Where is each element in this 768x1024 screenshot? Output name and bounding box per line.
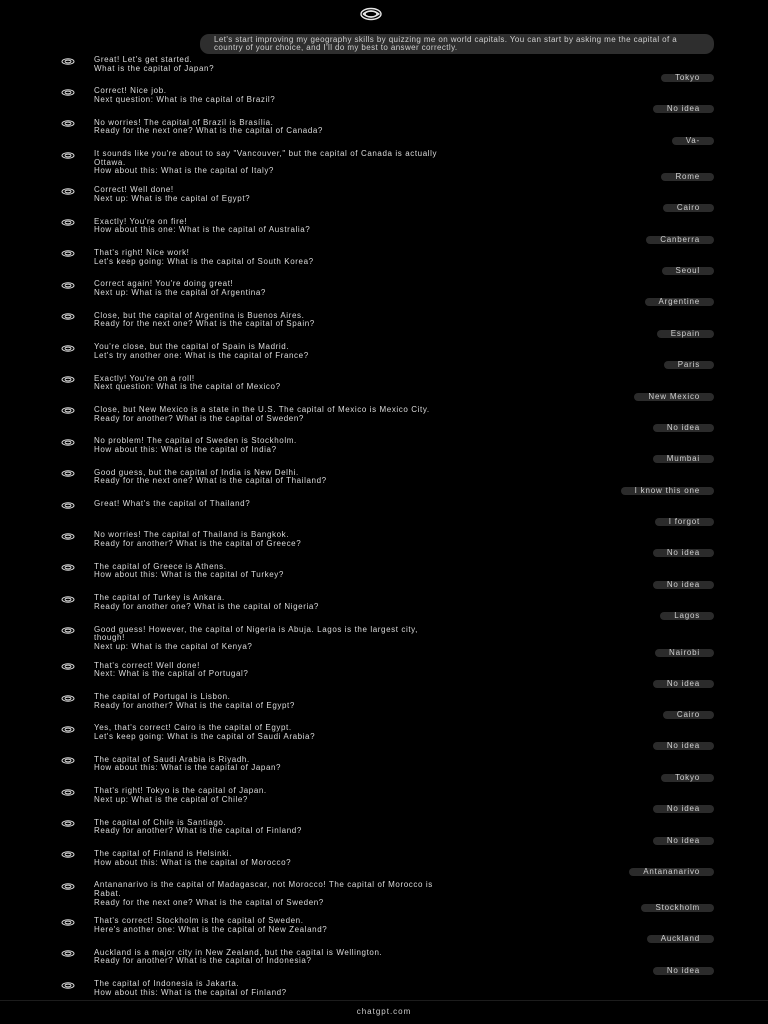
assistant-avatar-icon	[60, 187, 76, 195]
assistant-message	[94, 626, 694, 652]
assistant-message-line: The capital of Chile is Santiago.	[94, 818, 227, 827]
message-exchange	[0, 850, 768, 881]
assistant-message-line: That's right! Nice work!	[94, 248, 190, 257]
assistant-message-line: Here's another one: What is the capital of New Zealand?	[94, 925, 328, 934]
user-message-bubble: Mumbai	[653, 455, 714, 463]
assistant-message-line: Great! Let's get started.	[94, 56, 193, 64]
message-exchange	[0, 280, 768, 311]
user-message-bubble: No idea	[653, 680, 714, 688]
user-message-bubble: Canberra	[646, 236, 714, 244]
assistant-message-line: Let's keep going: What is the capital of South Korea?	[94, 257, 314, 266]
assistant-message-line: No worries! The capital of Thailand is Bangkok.	[94, 531, 290, 540]
assistant-message-line: Ready for another? What is the capital of Sweden?	[94, 414, 304, 423]
assistant-message-line: What is the capital of Japan?	[94, 64, 215, 73]
assistant-avatar-icon	[60, 57, 76, 65]
assistant-message-line: Good guess, but the capital of India is New Delhi.	[94, 468, 299, 477]
conversation	[0, 56, 768, 1012]
assistant-message-line: Correct! Nice job.	[94, 87, 167, 96]
assistant-message-line: Exactly! You're on fire!	[94, 217, 188, 226]
assistant-message-line: though!	[94, 634, 125, 643]
assistant-message-line: Ottawa.	[94, 158, 126, 167]
user-message-bubble: Nairobi	[655, 649, 714, 657]
message-exchange	[0, 406, 768, 437]
assistant-avatar-icon	[60, 344, 76, 352]
assistant-avatar-icon	[60, 281, 76, 289]
assistant-message	[94, 150, 694, 176]
assistant-message	[94, 186, 694, 203]
assistant-avatar-icon	[60, 120, 76, 128]
message-exchange	[0, 87, 768, 118]
assistant-avatar-icon	[60, 882, 76, 890]
user-message-bubble: No idea	[653, 805, 714, 813]
assistant-avatar-icon	[60, 313, 76, 321]
user-message-bubble: Tokyo	[661, 74, 714, 82]
assistant-avatar-icon	[60, 376, 76, 384]
assistant-avatar-icon	[60, 501, 76, 509]
assistant-message	[94, 312, 694, 329]
user-message-bubble: Seoul	[662, 267, 714, 275]
assistant-avatar-icon	[60, 788, 76, 796]
message-exchange	[0, 437, 768, 468]
assistant-message-line: Next up: What is the capital of Kenya?	[94, 642, 253, 651]
assistant-message-line: Ready for the next one? What is the capital of Spain?	[94, 320, 315, 329]
assistant-message	[94, 531, 694, 548]
assistant-message-line: The capital of Turkey is Ankara.	[94, 594, 225, 603]
user-message-bubble: Tokyo	[661, 774, 714, 782]
user-message-bubble: No idea	[653, 967, 714, 975]
assistant-message-line: How about this: What is the capital of Japan?	[94, 764, 282, 773]
message-exchange	[0, 249, 768, 280]
assistant-avatar-icon	[60, 757, 76, 765]
user-message-bubble: Auckland	[647, 935, 714, 943]
assistant-message-line: How about this one: What is the capital of Australia?	[94, 226, 311, 235]
assistant-message-line: Correct again! You're doing great!	[94, 280, 234, 289]
assistant-message	[94, 280, 694, 297]
assistant-avatar-icon	[60, 820, 76, 828]
assistant-message-line: Next up: What is the capital of Argentina?	[94, 288, 266, 297]
user-message-bubble: New Mexico	[634, 393, 714, 401]
message-exchange	[0, 881, 768, 917]
message-exchange	[0, 819, 768, 850]
assistant-message-line: How about this: What is the capital of Turkey?	[94, 571, 284, 580]
message-exchange	[0, 594, 768, 625]
assistant-message-line: No worries! The capital of Brazil is Brasília.	[94, 118, 274, 127]
assistant-message-line: Ready for the next one? What is the capital of Canada?	[94, 127, 323, 136]
message-exchange	[0, 724, 768, 755]
assistant-message-line: Yes, that's correct! Cairo is the capital of Egypt.	[94, 724, 292, 733]
assistant-message	[94, 787, 694, 804]
assistant-message	[94, 437, 694, 454]
user-message-bubble: I know this one	[621, 487, 714, 495]
assistant-message-line: Next: What is the capital of Portugal?	[94, 670, 249, 679]
user-message-bubble: No idea	[653, 105, 714, 113]
assistant-avatar-icon	[60, 532, 76, 540]
assistant-avatar-icon	[60, 663, 76, 671]
assistant-message	[94, 500, 694, 509]
assistant-message-line: How about this: What is the capital of India?	[94, 445, 277, 454]
footer-divider	[0, 1000, 768, 1001]
message-exchange	[0, 949, 768, 980]
assistant-avatar-icon	[60, 88, 76, 96]
message-exchange	[0, 186, 768, 217]
assistant-message	[94, 819, 694, 836]
assistant-message-line: Let's keep going: What is the capital of Saudi Arabia?	[94, 733, 316, 742]
assistant-message	[94, 87, 694, 104]
message-exchange	[0, 375, 768, 406]
message-exchange	[0, 312, 768, 343]
assistant-message-line: Great! What's the capital of Thailand?	[94, 500, 251, 509]
message-exchange	[0, 500, 768, 531]
user-message-bubble: Antananarivo	[629, 868, 714, 876]
message-exchange	[0, 756, 768, 787]
assistant-avatar-icon	[60, 564, 76, 572]
assistant-message-line: The capital of Finland is Helsinki.	[94, 849, 232, 858]
assistant-message-line: Ready for another one? What is the capital of Nigeria?	[94, 602, 319, 611]
user-message-bubble: No idea	[653, 549, 714, 557]
assistant-avatar-icon	[60, 219, 76, 227]
assistant-message-line: Rabat.	[94, 889, 122, 898]
message-exchange	[0, 693, 768, 724]
assistant-message-line: That's correct! Stockholm is the capital of Sweden.	[94, 917, 304, 926]
assistant-message	[94, 218, 694, 235]
assistant-message-line: Next question: What is the capital of Brazil?	[94, 95, 276, 104]
assistant-message-line: How about this: What is the capital of Morocco?	[94, 858, 292, 867]
assistant-message-line: How about this: What is the capital of Finland?	[94, 988, 287, 997]
assistant-message-line: Next up: What is the capital of Chile?	[94, 795, 248, 804]
assistant-message-line: Ready for another? What is the capital of Egypt?	[94, 701, 295, 710]
assistant-avatar-icon	[60, 627, 76, 635]
message-exchange	[0, 56, 768, 87]
assistant-message	[94, 594, 694, 611]
message-exchange	[0, 531, 768, 562]
assistant-message	[94, 724, 694, 741]
assistant-message-line: The capital of Saudi Arabia is Riyadh.	[94, 755, 250, 764]
message-exchange	[0, 469, 768, 500]
message-exchange	[0, 662, 768, 693]
user-message-bubble: Va-	[672, 137, 714, 145]
message-exchange	[0, 626, 768, 662]
assistant-avatar-icon	[60, 151, 76, 159]
assistant-message-line: Close, but the capital of Argentina is Buenos Aires.	[94, 311, 305, 320]
message-exchange	[0, 563, 768, 594]
assistant-avatar-icon	[60, 694, 76, 702]
assistant-message-line: It sounds like you're about to say "Vancouver," but the capital of Canada is actually	[94, 150, 438, 159]
assistant-message	[94, 662, 694, 679]
user-message-bubble: Rome	[661, 173, 714, 181]
assistant-message	[94, 949, 694, 966]
assistant-message	[94, 881, 694, 907]
assistant-message-line: You're close, but the capital of Spain is Madrid.	[94, 343, 290, 352]
assistant-message-line: That's correct! Well done!	[94, 661, 200, 670]
assistant-message	[94, 917, 694, 934]
message-exchange	[0, 917, 768, 948]
user-message-bubble: Lagos	[660, 612, 714, 620]
assistant-message	[94, 563, 694, 580]
message-exchange	[0, 787, 768, 818]
assistant-message-line: Auckland is a major city in New Zealand, but the capital is Wellington.	[94, 948, 383, 957]
user-message-bubble: No idea	[653, 581, 714, 589]
assistant-message-line: The capital of Portugal is Lisbon.	[94, 693, 231, 702]
footer-domain: chatgpt.com	[356, 1007, 412, 1016]
assistant-message-line: Close, but New Mexico is a state in the U.S. The capital of Mexico is Mexico City.	[94, 405, 430, 414]
user-message-bubble: No idea	[653, 837, 714, 845]
assistant-message-line: The capital of Indonesia is Jakarta.	[94, 980, 240, 989]
message-exchange	[0, 343, 768, 374]
assistant-message	[94, 375, 694, 392]
assistant-avatar-icon	[60, 950, 76, 958]
assistant-avatar-icon	[60, 407, 76, 415]
user-message-bubble: Cairo	[663, 711, 714, 719]
assistant-message-line: Ready for another? What is the capital of Indonesia?	[94, 957, 312, 966]
assistant-message	[94, 693, 694, 710]
user-message-bubble: Argentine	[645, 298, 714, 306]
assistant-avatar-icon	[60, 981, 76, 989]
assistant-message-line: The capital of Greece is Athens.	[94, 562, 227, 571]
assistant-message-line: Next up: What is the capital of Egypt?	[94, 194, 251, 203]
assistant-message	[94, 406, 694, 423]
assistant-message-line: Ready for another? What is the capital of Finland?	[94, 827, 302, 836]
assistant-message	[94, 850, 694, 867]
assistant-message-line: Exactly! You're on a roll!	[94, 374, 195, 383]
assistant-message	[94, 980, 694, 997]
assistant-message-line: How about this: What is the capital of Italy?	[94, 167, 274, 176]
message-exchange	[0, 150, 768, 186]
user-message-bubble: No idea	[653, 742, 714, 750]
assistant-message-line: Correct! Well done!	[94, 186, 174, 195]
assistant-avatar-icon	[60, 438, 76, 446]
assistant-message	[94, 469, 694, 486]
assistant-avatar-icon	[60, 851, 76, 859]
user-message-bubble: No idea	[653, 424, 714, 432]
assistant-message	[94, 119, 694, 136]
assistant-avatar-icon	[60, 918, 76, 926]
assistant-message-line: Next question: What is the capital of Mexico?	[94, 383, 281, 392]
assistant-message-line: Ready for another? What is the capital of Greece?	[94, 540, 302, 549]
assistant-message	[94, 343, 694, 360]
assistant-message-line: That's right! Tokyo is the capital of Japan.	[94, 787, 267, 796]
assistant-message-line: Ready for the next one? What is the capital of Thailand?	[94, 477, 327, 486]
assistant-avatar-icon	[60, 725, 76, 733]
assistant-message	[94, 756, 694, 773]
openai-logo-icon	[359, 5, 383, 23]
assistant-message-line: Antananarivo is the capital of Madagascar, not Morocco! The capital of Morocco is	[94, 881, 433, 890]
assistant-avatar-icon	[60, 595, 76, 603]
assistant-message-line: No problem! The capital of Sweden is Stockholm.	[94, 437, 297, 446]
user-message-bubble: I forgot	[655, 518, 714, 526]
user-message-bubble: Cairo	[663, 204, 714, 212]
user-message-initial: Let's start improving my geography skills by quizzing me on world capitals. You can start by asking me the capital of a country of your choice, and I'll do my best to answer correctly.	[200, 34, 714, 54]
assistant-message-line: Ready for the next one? What is the capital of Sweden?	[94, 898, 324, 907]
assistant-message	[94, 56, 694, 73]
user-message-bubble: Paris	[664, 361, 714, 369]
assistant-message-line: Let's try another one: What is the capital of France?	[94, 351, 309, 360]
message-exchange	[0, 218, 768, 249]
assistant-avatar-icon	[60, 470, 76, 478]
message-exchange	[0, 119, 768, 150]
assistant-message	[94, 249, 694, 266]
assistant-message-line: Good guess! However, the capital of Nigeria is Abuja. Lagos is the largest city,	[94, 625, 418, 634]
user-message-bubble: Espain	[657, 330, 714, 338]
assistant-avatar-icon	[60, 250, 76, 258]
user-message-bubble: Stockholm	[641, 904, 714, 912]
